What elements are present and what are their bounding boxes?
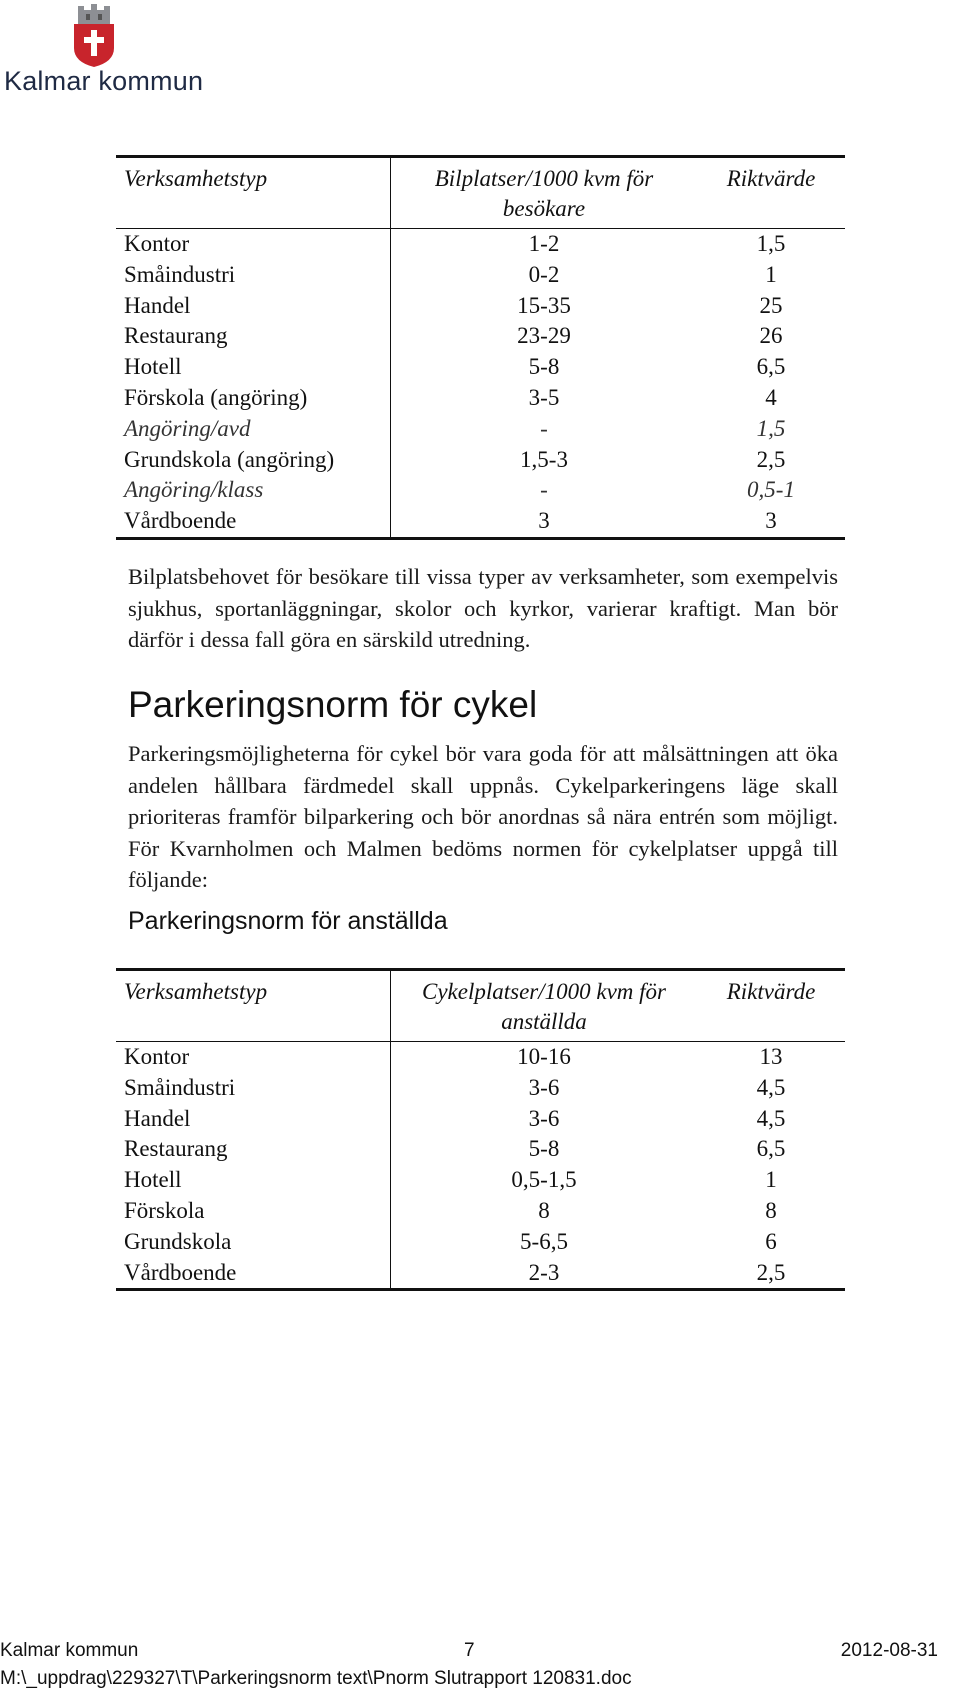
column-header-spaces: Bilplatser/1000 kvm för besökare bbox=[434, 166, 654, 221]
cell-range: - bbox=[540, 477, 548, 503]
cell-guide-value: 4 bbox=[765, 384, 777, 410]
cell-guide-value: 0,5-1 bbox=[747, 477, 795, 503]
table-row bbox=[116, 414, 845, 445]
column-header-guide-value: Riktvärde bbox=[726, 979, 816, 1004]
column-header-type: Verksamhetstyp bbox=[116, 970, 391, 1042]
cell-type: Kontor bbox=[116, 229, 391, 260]
cell-type: Förskola bbox=[116, 1196, 391, 1227]
cell-range: 1,5-3 bbox=[520, 446, 568, 472]
table-header-row bbox=[116, 970, 845, 1042]
cell-range: 23-29 bbox=[517, 323, 571, 349]
page-number: 7 bbox=[464, 1640, 475, 1661]
table-row bbox=[116, 291, 845, 322]
cell-type: Kontor bbox=[116, 1042, 391, 1073]
cell-type: Förskola (angöring) bbox=[116, 383, 391, 414]
column-header-spaces: Cykelplatser/1000 kvm för anställda bbox=[421, 979, 666, 1034]
cell-type: Grundskola (angöring) bbox=[116, 445, 391, 476]
cell-range: 3 bbox=[538, 508, 550, 534]
visitor-parking-paragraph: Bilplatsbehovet för besökare till vissa typer av verksamheter, som exempelvis sjukhus, sportanläggningar, skolor och kyrkor, varierar kraftigt. Man bör därför i dessa fall göra en särskild utredning. bbox=[128, 564, 838, 652]
table-row bbox=[116, 506, 845, 538]
cycle-parking-heading: Parkeringsnorm för cykel bbox=[128, 684, 538, 725]
cell-guide-value: 6,5 bbox=[756, 1136, 786, 1162]
cell-range: 3-6 bbox=[528, 1074, 560, 1100]
logo bbox=[0, 0, 204, 104]
cell-guide-value: 6 bbox=[765, 1228, 777, 1254]
cell-guide-value: 4,5 bbox=[756, 1105, 786, 1131]
cycle-parking-table bbox=[116, 968, 845, 1291]
cell-type: Restaurang bbox=[116, 321, 391, 352]
cell-range: - bbox=[540, 415, 548, 441]
cell-guide-value: 2,5 bbox=[756, 1259, 786, 1285]
cell-guide-value: 1 bbox=[765, 261, 777, 287]
footer-date: 2012-08-31 bbox=[840, 1640, 938, 1661]
cell-guide-value: 26 bbox=[759, 323, 783, 349]
cell-guide-value: 25 bbox=[759, 292, 783, 318]
table-row bbox=[116, 260, 845, 291]
cell-type: Småindustri bbox=[116, 1073, 391, 1104]
cell-type: Handel bbox=[116, 1104, 391, 1135]
cell-guide-value: 1 bbox=[765, 1167, 777, 1193]
cell-range: 5-8 bbox=[528, 1136, 560, 1162]
cycle-parking-paragraph: Parkeringsmöjligheterna för cykel bör vara goda för att målsättningen att öka andelen hållbara färdmedel skall uppnås. Cykelparkeringens läge skall prioriteras framför bilparkering och bör anordnas så nära entrén som möjligt. För Kvarnholmen och Malmen bedöms normen för cykelplatser uppgå till följande: bbox=[128, 741, 838, 892]
table-row bbox=[116, 475, 845, 506]
table-row bbox=[116, 229, 845, 260]
table-row bbox=[116, 445, 845, 476]
table-row bbox=[116, 1134, 845, 1165]
column-header-type: Verksamhetstyp bbox=[116, 157, 391, 229]
cell-guide-value: 3 bbox=[765, 508, 777, 534]
table-row bbox=[116, 321, 845, 352]
cell-range: 15-35 bbox=[517, 292, 571, 318]
cell-range: 3-5 bbox=[528, 384, 560, 410]
cell-guide-value: 4,5 bbox=[756, 1074, 786, 1100]
cell-guide-value: 2,5 bbox=[756, 446, 786, 472]
table-row bbox=[116, 1042, 845, 1073]
cell-range: 0-2 bbox=[528, 261, 560, 287]
table-row bbox=[116, 1196, 845, 1227]
table-row bbox=[116, 1073, 845, 1104]
cell-range: 1-2 bbox=[528, 231, 560, 256]
cell-type: Restaurang bbox=[116, 1134, 391, 1165]
cell-type: Småindustri bbox=[116, 260, 391, 291]
kalmar-crest-icon bbox=[70, 4, 118, 68]
cell-guide-value: 1,5 bbox=[756, 231, 786, 256]
cell-guide-value: 8 bbox=[765, 1197, 777, 1223]
cell-range: 10-16 bbox=[517, 1044, 571, 1069]
cell-range: 8 bbox=[538, 1197, 550, 1223]
cell-type: Angöring/avd bbox=[116, 414, 391, 445]
cell-type: Angöring/klass bbox=[116, 475, 391, 506]
cell-type: Vårdboende bbox=[116, 1258, 391, 1290]
car-parking-table bbox=[116, 155, 845, 540]
table-row bbox=[116, 1165, 845, 1196]
cell-range: 2-3 bbox=[528, 1259, 560, 1285]
cell-range: 3-6 bbox=[528, 1105, 560, 1131]
cell-type: Hotell bbox=[116, 1165, 391, 1196]
cell-range: 5-8 bbox=[528, 354, 560, 380]
cell-guide-value: 1,5 bbox=[756, 415, 786, 441]
cell-guide-value: 6,5 bbox=[756, 354, 786, 380]
cell-range: 0,5-1,5 bbox=[511, 1167, 577, 1193]
footer-file-path: M:\_uppdrag\229327\T\Parkeringsnorm text\Pnorm Slutrapport 120831.doc bbox=[0, 1668, 632, 1689]
table-header-row bbox=[116, 157, 845, 229]
table-row bbox=[116, 352, 845, 383]
table-row bbox=[116, 1104, 845, 1135]
footer bbox=[0, 1640, 960, 1664]
cell-range: 5-6,5 bbox=[520, 1228, 568, 1254]
staff-parking-heading: Parkeringsnorm för anställda bbox=[128, 907, 448, 935]
cell-guide-value: 13 bbox=[759, 1044, 783, 1069]
logo-text: Kalmar kommun bbox=[4, 66, 204, 96]
cell-type: Handel bbox=[116, 291, 391, 322]
table-row bbox=[116, 1258, 845, 1290]
cell-type: Vårdboende bbox=[116, 506, 391, 538]
table-row bbox=[116, 383, 845, 414]
cell-type: Grundskola bbox=[116, 1227, 391, 1258]
cell-type: Hotell bbox=[116, 352, 391, 383]
column-header-guide-value: Riktvärde bbox=[726, 166, 816, 191]
table-row bbox=[116, 1227, 845, 1258]
footer-org: Kalmar kommun bbox=[0, 1640, 139, 1661]
